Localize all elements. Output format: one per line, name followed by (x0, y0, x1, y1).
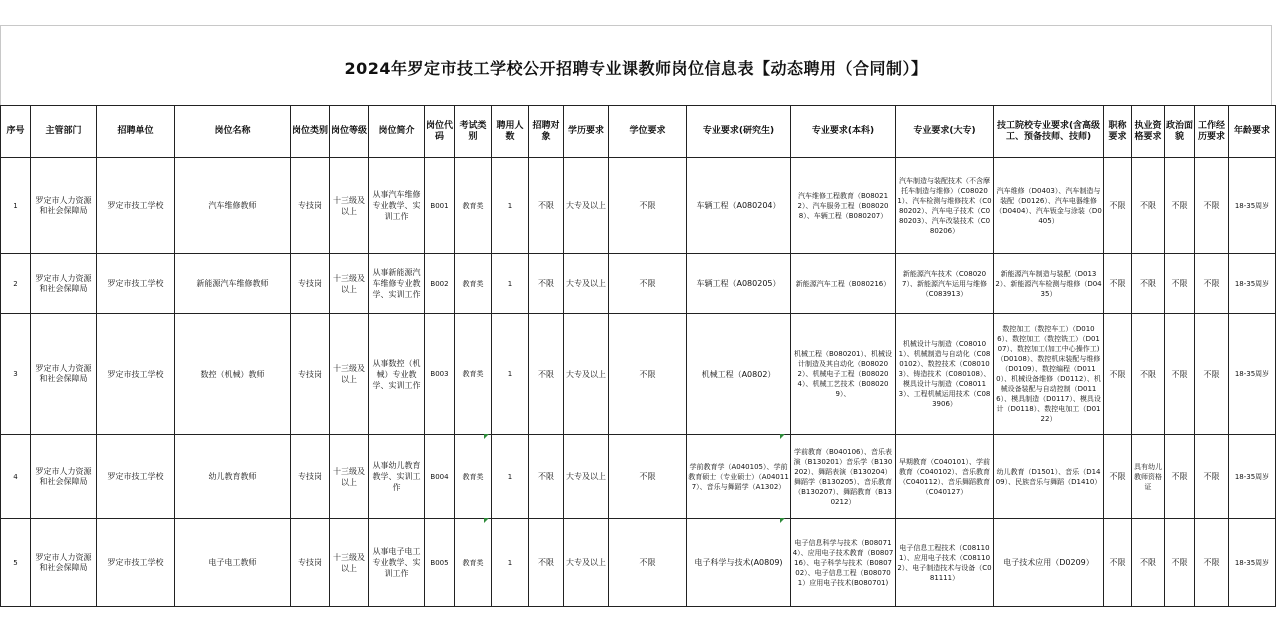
cell-post-name: 新能源汽车维修教师 (175, 254, 291, 314)
table-row (1, 519, 1276, 607)
cell-target: 不限 (529, 519, 564, 607)
header-major-college: 专业要求(大专) (896, 106, 994, 158)
cell-political: 不限 (1165, 158, 1195, 254)
header-dept: 主管部门 (31, 106, 97, 158)
header-target: 招聘对象 (529, 106, 564, 158)
cell-intro: 从事电子电工专业教学、实训工作 (369, 519, 425, 607)
header-intro: 岗位简介 (369, 106, 425, 158)
cell-political: 不限 (1165, 254, 1195, 314)
cell-major-bachelor: 电子信息科学与技术（B080714）、应用电子技术教育（B080716）、电子科学与技术（B080702）、电子信息工程（B080701）应用电子技术(B080701) (791, 519, 896, 607)
cell-edu: 大专及以上 (564, 519, 609, 607)
cell-code: B002 (425, 254, 455, 314)
cell-exam: 教育类 (455, 519, 492, 607)
spreadsheet (0, 25, 1272, 607)
cell-major-tech: 幼儿教育（D1501）、音乐（D1409）、民族音乐与舞蹈（D1410） (994, 435, 1104, 519)
cell-major-grad: 电子科学与技术(A0809) (687, 519, 791, 607)
cell-post-level: 十三级及以上 (330, 519, 369, 607)
cell-comment-marker (780, 434, 785, 439)
cell-code: B004 (425, 435, 455, 519)
cell-edu: 大专及以上 (564, 254, 609, 314)
header-code: 岗位代码 (425, 106, 455, 158)
cell-political: 不限 (1165, 314, 1195, 435)
cell-edu: 大专及以上 (564, 435, 609, 519)
cell-target: 不限 (529, 435, 564, 519)
cell-major-college: 机械设计与制造（C080101）、机械制造与自动化（C080102）、数控技术（C080103）、铸造技术（C080108）、模具设计与制造（C080113）、工程机械运用技术（C083906） (896, 314, 994, 435)
cell-post-level: 十三级及以上 (330, 254, 369, 314)
header-seq: 序号 (1, 106, 31, 158)
cell-experience: 不限 (1195, 254, 1229, 314)
cell-age: 18-35周岁 (1229, 519, 1276, 607)
cell-unit: 罗定市技工学校 (97, 254, 175, 314)
cell-post-type: 专技岗 (291, 435, 330, 519)
cell-post-level: 十三级及以上 (330, 314, 369, 435)
cell-major-tech: 电子技术应用（D0209） (994, 519, 1104, 607)
job-info-table (0, 105, 1276, 607)
cell-dept: 罗定市人力资源和社会保障局 (31, 158, 97, 254)
cell-post-name: 数控（机械）教师 (175, 314, 291, 435)
cell-exam: 教育类 (455, 158, 492, 254)
cell-experience: 不限 (1195, 314, 1229, 435)
cell-experience: 不限 (1195, 158, 1229, 254)
title-row (0, 25, 1272, 105)
cell-count: 1 (492, 158, 529, 254)
cell-post-level: 十三级及以上 (330, 158, 369, 254)
cell-post-level: 十三级及以上 (330, 435, 369, 519)
cell-post-name: 汽车维修教师 (175, 158, 291, 254)
cell-seq: 2 (1, 254, 31, 314)
cell-post-name: 幼儿教育教师 (175, 435, 291, 519)
cell-political: 不限 (1165, 435, 1195, 519)
cell-target: 不限 (529, 314, 564, 435)
cell-title-req: 不限 (1104, 254, 1132, 314)
cell-political: 不限 (1165, 519, 1195, 607)
cell-major-bachelor: 学前教育（B040106）、音乐表演（B130201）音乐学（B130202）、舞蹈表演（B130204）舞蹈学（B130205）、音乐教育（B130207）、舞蹈教育（B130212） (791, 435, 896, 519)
cell-license: 不限 (1132, 314, 1165, 435)
cell-major-grad: 学前教育学（A040105）、学前教育硕士（专业硕士）（A040117）、音乐与舞蹈学（A1302） (687, 435, 791, 519)
header-unit: 招聘单位 (97, 106, 175, 158)
header-exam: 考试类别 (455, 106, 492, 158)
cell-intro: 从事数控（机械）专业教学、实训工作 (369, 314, 425, 435)
cell-comment-marker (780, 518, 785, 523)
cell-major-college: 汽车制造与装配技术（不含摩托车制造与维修）（C080201）、汽车检测与维修技术（C080202）、汽车电子技术（C080203）、汽车改装技术（C080206） (896, 158, 994, 254)
cell-major-tech: 数控加工（数控车工）（D0106）、数控加工（数控铣工）（D0107）、数控加工(加工中心操作工)（D0108）、数控机床装配与维修（D0109）、数控编程（D0110）、机械设备维修（D0112）、机械设备装配与自动控制（D0116）、模具制造（D0117）、模具设计（D0118）、数控电加工（D0122） (994, 314, 1104, 435)
header-row (1, 106, 1276, 158)
cell-seq: 4 (1, 435, 31, 519)
cell-title-req: 不限 (1104, 158, 1132, 254)
cell-dept: 罗定市人力资源和社会保障局 (31, 314, 97, 435)
header-post-name: 岗位名称 (175, 106, 291, 158)
cell-major-bachelor: 新能源汽车工程（B080216） (791, 254, 896, 314)
cell-major-college: 早期教育（C040101）、学前教育（C040102）、音乐教育（C040112）、音乐舞蹈教育（C040127） (896, 435, 994, 519)
cell-degree: 不限 (609, 254, 687, 314)
header-experience: 工作经历要求 (1195, 106, 1229, 158)
cell-count: 1 (492, 519, 529, 607)
cell-title-req: 不限 (1104, 519, 1132, 607)
cell-edu: 大专及以上 (564, 158, 609, 254)
cell-age: 18-35周岁 (1229, 314, 1276, 435)
header-count: 聘用人数 (492, 106, 529, 158)
cell-post-type: 专技岗 (291, 314, 330, 435)
cell-major-college: 电子信息工程技术（C081101）、应用电子技术（C081102）、电子制造技术与设备（C081111） (896, 519, 994, 607)
header-major-grad: 专业要求(研究生) (687, 106, 791, 158)
header-post-level: 岗位等级 (330, 106, 369, 158)
header-political: 政治面貌 (1165, 106, 1195, 158)
table-row (1, 254, 1276, 314)
cell-unit: 罗定市技工学校 (97, 435, 175, 519)
cell-dept: 罗定市人力资源和社会保障局 (31, 435, 97, 519)
cell-title-req: 不限 (1104, 435, 1132, 519)
cell-seq: 3 (1, 314, 31, 435)
page-title: 2024年罗定市技工学校公开招聘专业课教师岗位信息表【动态聘用（合同制）】 (344, 59, 928, 78)
cell-count: 1 (492, 314, 529, 435)
cell-exam: 教育类 (455, 254, 492, 314)
cell-seq: 1 (1, 158, 31, 254)
cell-major-grad: 机械工程（A0802） (687, 314, 791, 435)
cell-dept: 罗定市人力资源和社会保障局 (31, 519, 97, 607)
cell-age: 18-35周岁 (1229, 158, 1276, 254)
cell-target: 不限 (529, 254, 564, 314)
cell-license: 不限 (1132, 254, 1165, 314)
cell-degree: 不限 (609, 158, 687, 254)
cell-degree: 不限 (609, 314, 687, 435)
cell-seq: 5 (1, 519, 31, 607)
cell-experience: 不限 (1195, 519, 1229, 607)
cell-license: 不限 (1132, 519, 1165, 607)
cell-experience: 不限 (1195, 435, 1229, 519)
cell-count: 1 (492, 435, 529, 519)
cell-edu: 大专及以上 (564, 314, 609, 435)
cell-comment-marker (484, 518, 489, 523)
cell-post-type: 专技岗 (291, 254, 330, 314)
header-major-tech: 技工院校专业要求(含高级工、预备技师、技师) (994, 106, 1104, 158)
cell-major-grad: 车辆工程（A080205） (687, 254, 791, 314)
cell-license: 不限 (1132, 158, 1165, 254)
table-row (1, 435, 1276, 519)
cell-code: B001 (425, 158, 455, 254)
cell-comment-marker (484, 434, 489, 439)
cell-target: 不限 (529, 158, 564, 254)
cell-post-type: 专技岗 (291, 519, 330, 607)
cell-code: B003 (425, 314, 455, 435)
cell-unit: 罗定市技工学校 (97, 314, 175, 435)
cell-age: 18-35周岁 (1229, 254, 1276, 314)
header-major-bachelor: 专业要求(本科) (791, 106, 896, 158)
cell-degree: 不限 (609, 435, 687, 519)
cell-major-grad: 车辆工程（A080204） (687, 158, 791, 254)
cell-unit: 罗定市技工学校 (97, 158, 175, 254)
table-row (1, 158, 1276, 254)
cell-age: 18-35周岁 (1229, 435, 1276, 519)
cell-license: 具有幼儿教师资格证 (1132, 435, 1165, 519)
header-post-type: 岗位类别 (291, 106, 330, 158)
cell-count: 1 (492, 254, 529, 314)
cell-major-tech: 新能源汽车制造与装配（D0132）、新能源汽车检测与维修（D0435） (994, 254, 1104, 314)
cell-code: B005 (425, 519, 455, 607)
cell-degree: 不限 (609, 519, 687, 607)
cell-exam: 教育类 (455, 435, 492, 519)
header-title-req: 职称要求 (1104, 106, 1132, 158)
cell-unit: 罗定市技工学校 (97, 519, 175, 607)
header-degree: 学位要求 (609, 106, 687, 158)
cell-major-tech: 汽车维修（D0403）、汽车制造与装配（D0126）、汽车电器维修（D0404）、汽车钣金与涂装（D0405） (994, 158, 1104, 254)
cell-post-name: 电子电工教师 (175, 519, 291, 607)
cell-major-bachelor: 汽车维修工程教育（B080212）、汽车服务工程（B080208）、车辆工程（B080207） (791, 158, 896, 254)
header-age: 年龄要求 (1229, 106, 1276, 158)
cell-intro: 从事汽车维修专业教学、实训工作 (369, 158, 425, 254)
cell-exam: 教育类 (455, 314, 492, 435)
cell-title-req: 不限 (1104, 314, 1132, 435)
cell-major-bachelor: 机械工程（B080201）、机械设计制造及其自动化（B080202）、机械电子工程（B080204）、机械工艺技术（B080209）、 (791, 314, 896, 435)
cell-major-college: 新能源汽车技术（C080207）、新能源汽车运用与维修（C083913） (896, 254, 994, 314)
cell-post-type: 专技岗 (291, 158, 330, 254)
cell-dept: 罗定市人力资源和社会保障局 (31, 254, 97, 314)
header-edu: 学历要求 (564, 106, 609, 158)
header-license: 执业资格要求 (1132, 106, 1165, 158)
table-row (1, 314, 1276, 435)
cell-intro: 从事新能源汽车维修专业教学、实训工作 (369, 254, 425, 314)
cell-intro: 从事幼儿教育教学、实训工作 (369, 435, 425, 519)
